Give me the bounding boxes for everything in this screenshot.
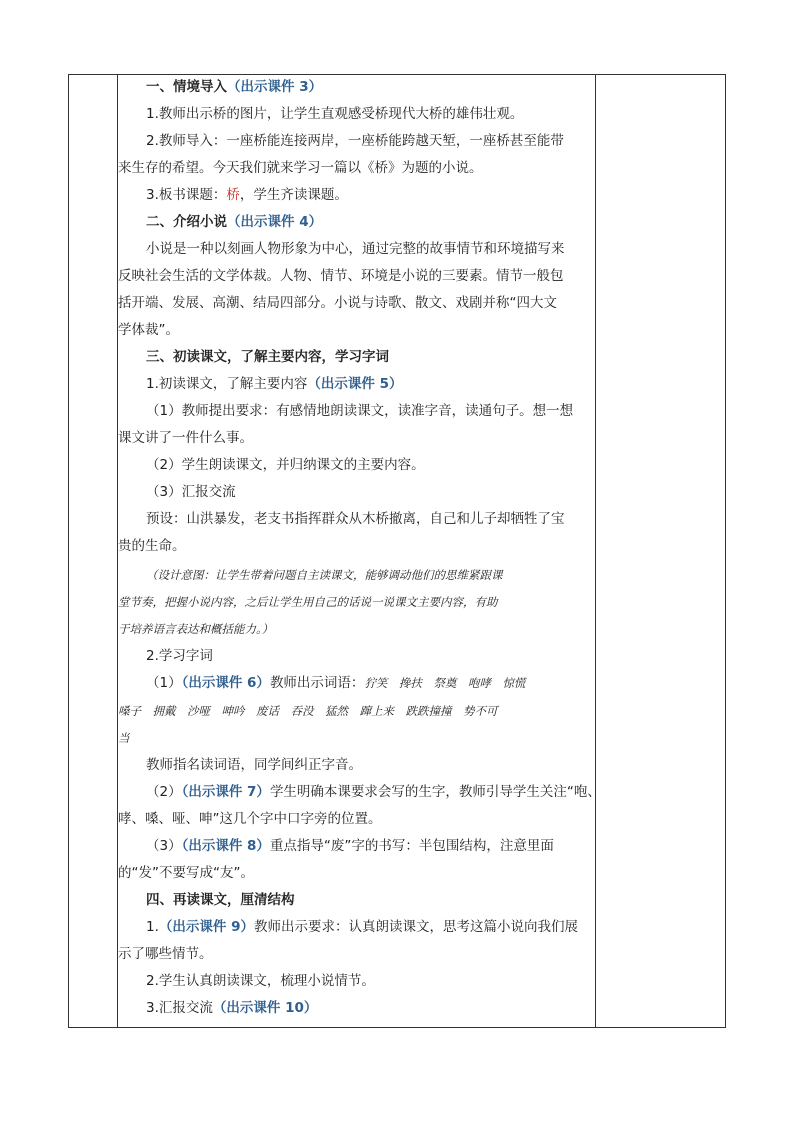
subsection-line bbox=[146, 374, 402, 394]
paragraph-line bbox=[146, 917, 578, 937]
paragraph-title-line bbox=[146, 185, 348, 205]
text: 教师出示要求：认真朗读课文，思考这篇小说向我们展 bbox=[253, 919, 578, 935]
section-heading: 三、初读课文，了解主要内容，学习字词 bbox=[146, 349, 389, 365]
text: （1） bbox=[146, 675, 182, 691]
paragraph: 括开端、发展、高潮、结局四部分。小说与诗歌、散文、戏剧并称“四大文 bbox=[118, 295, 557, 311]
text: 教师出示词语： bbox=[269, 675, 365, 691]
subsection-title: 1.初读课文，了解主要内容 bbox=[146, 376, 308, 392]
courseware-tag: （出示课件 4） bbox=[227, 214, 323, 230]
paragraph: 1.教师出示桥的图片，让学生直观感受桥现代大桥的雄伟壮观。 bbox=[146, 106, 524, 122]
courseware-tag: （出示课件 6） bbox=[181, 675, 270, 691]
paragraph: 2.教师导入：一座桥能连接两岸，一座桥能跨越天堑，一座桥甚至能带 bbox=[146, 133, 564, 149]
text: （2） bbox=[146, 784, 182, 800]
courseware-tag: （出示课件 8） bbox=[181, 838, 270, 854]
courseware-tag: （出示课件 5） bbox=[307, 376, 403, 392]
paragraph: 教师指名读词语，同学间纠正字音。 bbox=[146, 757, 362, 773]
paragraph: 贵的生命。 bbox=[118, 538, 186, 554]
paragraph: 学体裁”。 bbox=[118, 322, 179, 338]
text: 3.汇报交流 bbox=[146, 1000, 213, 1016]
subsection-title: 2.学习字词 bbox=[146, 648, 213, 664]
table-column-divider-right bbox=[595, 75, 596, 1027]
courseware-tag: （出示课件 7） bbox=[181, 784, 270, 800]
text: 重点指导“废”字的书写：半包围结构，注意里面 bbox=[269, 838, 554, 854]
paragraph: 课文讲了一件什么事。 bbox=[118, 430, 253, 446]
paragraph: 来生存的希望。今天我们就来学习一篇以《桥》为题的小说。 bbox=[118, 160, 483, 176]
paragraph-line bbox=[146, 998, 317, 1018]
paragraph: 2.学生认真朗读课文，梳理小说情节。 bbox=[146, 973, 375, 989]
paragraph: 小说是一种以刻画人物形象为中心，通过完整的故事情节和环境描写来 bbox=[146, 241, 565, 257]
text: ，学生齐读课题。 bbox=[239, 187, 348, 203]
courseware-tag: （出示课件 9） bbox=[158, 919, 254, 935]
title-word: 桥 bbox=[226, 187, 240, 203]
paragraph: 预设：山洪暴发，老支书指挥群众从木桥撤离，自己和儿子却牺牲了宝 bbox=[146, 511, 565, 527]
paragraph-line bbox=[146, 782, 601, 802]
vocabulary-words: 狞笑 搀扶 祭奠 咆哮 惊慌 bbox=[364, 676, 526, 690]
words-intro-line bbox=[146, 673, 525, 693]
vocabulary-words: 当 bbox=[118, 731, 130, 745]
courseware-tag: （出示课件 10） bbox=[212, 1000, 318, 1016]
paragraph: （2）学生朗读课文，并归纳课文的主要内容。 bbox=[146, 457, 425, 473]
text: （3） bbox=[146, 838, 182, 854]
paragraph: （3）汇报交流 bbox=[146, 484, 236, 500]
section2-heading-line bbox=[146, 212, 322, 232]
paragraph: 示了哪些情节。 bbox=[118, 946, 213, 962]
design-note: 堂节奏，把握小说内容，之后让学生用自己的话说一说课文主要内容，有助 bbox=[118, 595, 498, 609]
paragraph: 的“发”不要写成“友”。 bbox=[118, 865, 254, 881]
text: 1. bbox=[146, 919, 159, 935]
section-heading: 四、再读课文，厘清结构 bbox=[146, 892, 295, 908]
vocabulary-words: 嗓子 拥戴 沙哑 呻吟 废话 吞没 猛然 蹿上来 跌跌撞撞 势不可 bbox=[118, 704, 498, 718]
courseware-tag: （出示课件 3） bbox=[227, 79, 323, 95]
paragraph: 反映社会生活的文学体裁。人物、情节、环境是小说的三要素。情节一般包 bbox=[118, 268, 564, 284]
design-note: （设计意图：让学生带着问题自主读课文，能够调动他们的思维紧跟课 bbox=[146, 568, 503, 582]
section1-heading-line bbox=[146, 77, 322, 97]
paragraph: 哮、嗓、哑、呻”这几个字中口字旁的位置。 bbox=[118, 811, 382, 827]
text: 学生明确本课要求会写的生字，教师引导学生关注“咆、 bbox=[269, 784, 601, 800]
design-note: 于培养语言表达和概括能力。） bbox=[118, 622, 274, 636]
section-heading: 二、介绍小说 bbox=[146, 214, 227, 230]
paragraph: （1）教师提出要求：有感情地朗读课文，读准字音，读通句子。想一想 bbox=[146, 403, 574, 419]
text: 3.板书课题： bbox=[146, 187, 227, 203]
paragraph-line bbox=[146, 836, 554, 856]
section-heading: 一、情境导入 bbox=[146, 79, 227, 95]
